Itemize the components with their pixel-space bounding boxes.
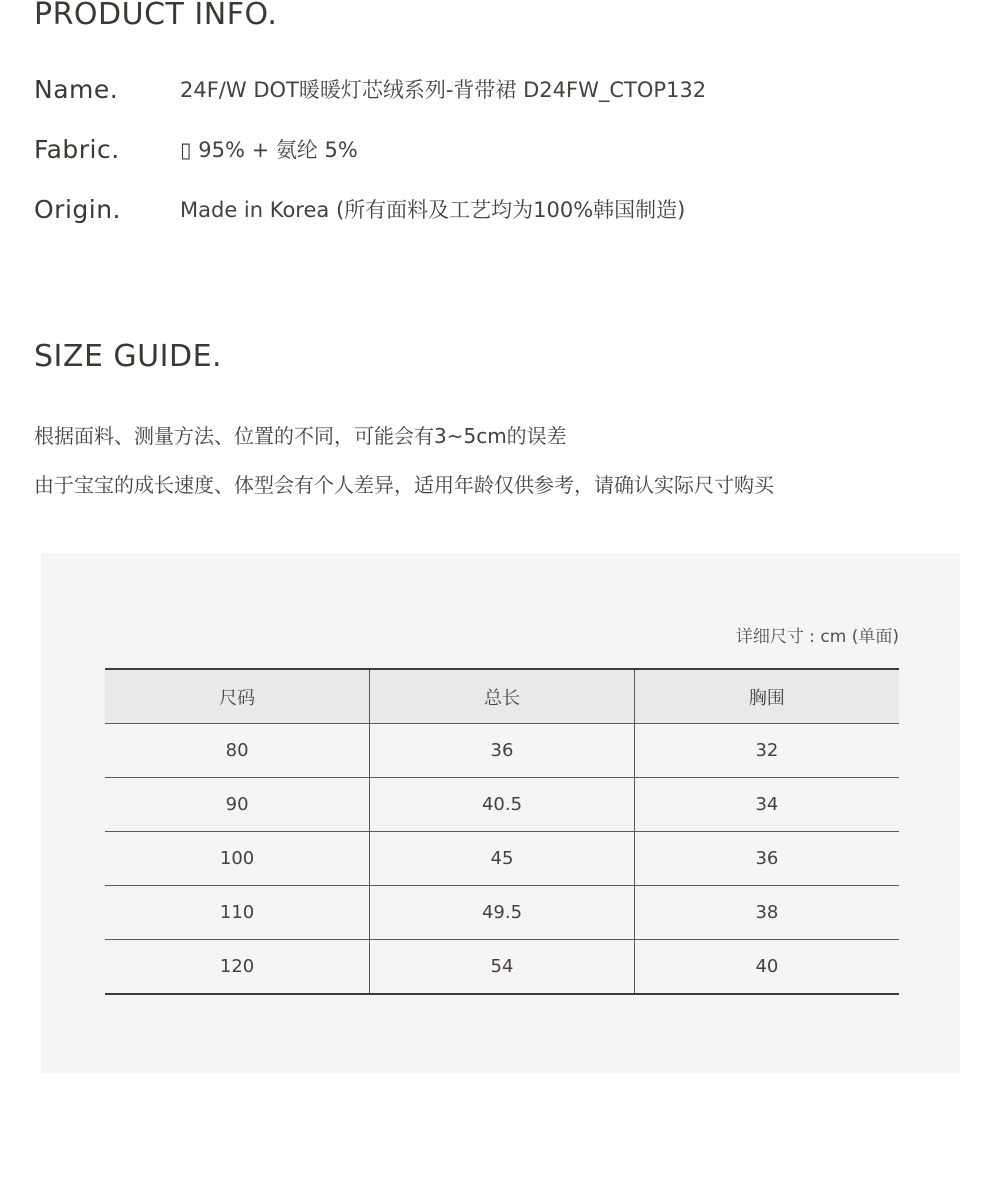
size-table-panel [41, 553, 960, 1073]
table-cell: 49.5 [370, 886, 635, 940]
fabric-value: ▯ 95% + 氨纶 5% [180, 138, 358, 162]
table-cell: 110 [105, 886, 370, 940]
name-value: 24F/W DOT暖暖灯芯绒系列-背带裙 D24FW_CTOP132 [180, 78, 707, 102]
table-cell: 34 [634, 778, 899, 832]
size-guide-title: SIZE GUIDE. [34, 339, 223, 374]
table-cell: 90 [105, 778, 370, 832]
size-note-measurement: 根据面料、测量方法、位置的不同，可能会有3~5cm的误差 [34, 424, 567, 448]
header-length: 总长 [370, 669, 635, 724]
table-cell: 32 [634, 724, 899, 778]
fabric-label: Fabric. [34, 135, 120, 164]
table-cell: 54 [370, 940, 635, 995]
table-row [105, 832, 899, 886]
table-cell: 100 [105, 832, 370, 886]
header-size: 尺码 [105, 669, 370, 724]
unit-note: 详细尺寸 : cm (单面) [735, 627, 899, 647]
header-chest: 胸围 [634, 669, 899, 724]
table-row [105, 940, 899, 995]
origin-value: Made in Korea (所有面料及工艺均为100%韩国制造) [180, 198, 686, 222]
size-note-age: 由于宝宝的成长速度、体型会有个人差异，适用年龄仅供参考，请确认实际尺寸购买 [34, 473, 774, 497]
product-info-title: PRODUCT INFO. [34, 0, 278, 32]
info-row-origin [34, 190, 934, 230]
table-cell: 36 [370, 724, 635, 778]
size-table [105, 668, 899, 995]
name-label: Name. [34, 75, 119, 104]
table-row [105, 724, 899, 778]
table-cell: 36 [634, 832, 899, 886]
table-header-row [105, 669, 899, 724]
table-cell: 80 [105, 724, 370, 778]
table-cell: 120 [219, 956, 255, 977]
table-row [105, 778, 899, 832]
table-cell: 45 [370, 832, 635, 886]
table-cell: 38 [634, 886, 899, 940]
info-row-name [34, 70, 934, 110]
table-row [105, 886, 899, 940]
info-row-fabric [34, 130, 934, 170]
table-cell: 40.5 [370, 778, 635, 832]
table-cell: 40 [634, 940, 899, 995]
origin-label: Origin. [34, 195, 122, 224]
